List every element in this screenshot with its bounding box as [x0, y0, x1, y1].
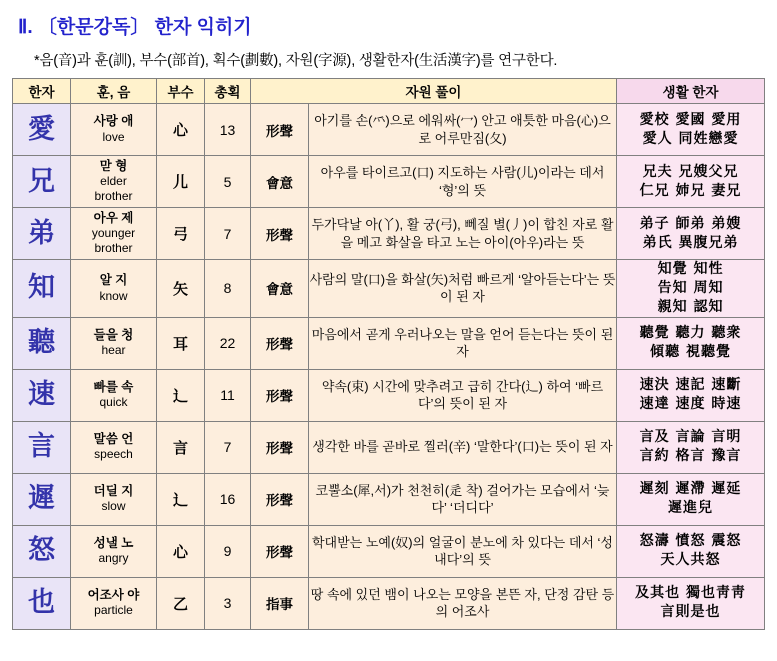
cell-strokes: 7 [205, 421, 251, 473]
cell-meaning [71, 577, 157, 629]
cell-life-hanja: 兄夫 兄嫂父兄 仁兄 姉兄 妻兄 [617, 156, 765, 208]
column-header-life: 생활 한자 [617, 79, 765, 104]
cell-radical: 心 [157, 525, 205, 577]
cell-hanja: 兄 [13, 156, 71, 208]
cell-origin-type: 形聲 [251, 208, 309, 260]
table-row [13, 260, 765, 318]
column-header-hanja: 한자 [13, 79, 71, 104]
cell-strokes: 22 [205, 317, 251, 369]
table-header-row [13, 79, 765, 104]
page-title: Ⅱ. 〔한문강독〕 한자 익히기 [18, 17, 252, 38]
hanja-table [12, 78, 765, 630]
cell-meaning [71, 473, 157, 525]
cell-origin-type: 形聲 [251, 104, 309, 156]
meaning-korean: 알 지 [99, 273, 128, 288]
cell-origin-type: 形聲 [251, 317, 309, 369]
cell-radical: 乙 [157, 577, 205, 629]
cell-hanja: 愛 [13, 104, 71, 156]
cell-meaning [71, 260, 157, 318]
meaning-english: angry [98, 551, 129, 566]
cell-origin-type: 形聲 [251, 525, 309, 577]
cell-strokes: 8 [205, 260, 251, 318]
cell-origin-text: 코뿔소(犀,서)가 천천히(辵 착) 걸어가는 모습에서 ‘늦다’ ‘더디다’ [309, 473, 617, 525]
cell-life-hanja: 愛校 愛國 愛用 愛人 同姓戀愛 [617, 104, 765, 156]
cell-hanja: 弟 [13, 208, 71, 260]
cell-hanja: 遲 [13, 473, 71, 525]
cell-origin-text: 아기를 손(⺤)으로 에워싸(冖) 안고 애틋한 마음(心)으로 어루만짐(夂) [309, 104, 617, 156]
cell-origin-type: 形聲 [251, 473, 309, 525]
table-row [13, 104, 765, 156]
cell-origin-text: 약속(束) 시간에 맞추려고 급히 간다(辶) 하여 ‘빠르다’의 뜻이 된 자 [309, 369, 617, 421]
cell-origin-text: 두가닥날 아(丫), 활 궁(弓), 뻬질 별(丿)이 합친 자로 활을 메고 화살을 타고 노는 아이(아우)라는 뜻 [309, 208, 617, 260]
table-row [13, 208, 765, 260]
cell-radical: 矢 [157, 260, 205, 318]
cell-hanja: 知 [13, 260, 71, 318]
cell-origin-type: 形聲 [251, 421, 309, 473]
cell-strokes: 5 [205, 156, 251, 208]
meaning-english: speech [94, 447, 133, 462]
cell-strokes: 3 [205, 577, 251, 629]
meaning-english: elder brother [94, 174, 133, 204]
cell-hanja: 言 [13, 421, 71, 473]
table-body [13, 104, 765, 630]
cell-radical: 辶 [157, 473, 205, 525]
meaning-korean: 아우 제 [93, 210, 134, 225]
meaning-english: slow [101, 499, 126, 514]
table-row [13, 525, 765, 577]
meaning-korean: 맏 형 [99, 158, 128, 173]
cell-strokes: 13 [205, 104, 251, 156]
column-header-meaning: 훈, 음 [71, 79, 157, 104]
cell-life-hanja: 知覺 知性 告知 周知 親知 認知 [617, 260, 765, 318]
cell-origin-type: 會意 [251, 260, 309, 318]
cell-life-hanja: 聽覺 聽力 聽衆 傾聽 視聽覺 [617, 317, 765, 369]
meaning-korean: 어조사 야 [87, 587, 140, 602]
table-row [13, 317, 765, 369]
cell-life-hanja: 遲刻 遲滯 遲延 遲進兒 [617, 473, 765, 525]
page-subtitle: *음(音)과 훈(訓), 부수(部首), 획수(劃數), 자원(字源), 생활한자(生活漢字)를 연구한다. [34, 53, 558, 69]
cell-origin-text: 생각한 바를 곧바로 찔러(辛) ‘말한다’(口)는 뜻이 된 자 [309, 421, 617, 473]
table-row [13, 421, 765, 473]
cell-hanja: 速 [13, 369, 71, 421]
column-header-origin: 자원 풀이 [251, 79, 617, 104]
cell-life-hanja: 怒濤 憤怒 震怒 天人共怒 [617, 525, 765, 577]
cell-life-hanja: 及其也 獨也靑靑 言則是也 [617, 577, 765, 629]
cell-origin-type: 形聲 [251, 369, 309, 421]
meaning-korean: 사랑 애 [93, 114, 134, 129]
cell-meaning [71, 317, 157, 369]
table-row [13, 473, 765, 525]
cell-hanja: 也 [13, 577, 71, 629]
meaning-english: know [99, 288, 128, 303]
table-header [13, 79, 765, 104]
meaning-english: younger brother [91, 226, 136, 256]
cell-radical: 言 [157, 421, 205, 473]
meaning-korean: 들을 청 [93, 327, 134, 342]
cell-strokes: 7 [205, 208, 251, 260]
cell-hanja: 怒 [13, 525, 71, 577]
cell-origin-text: 마음에서 곧게 우러나오는 말을 얻어 듣는다는 뜻이 된 자 [309, 317, 617, 369]
cell-life-hanja: 速決 速記 速斷 速達 速度 時速 [617, 369, 765, 421]
cell-strokes: 11 [205, 369, 251, 421]
cell-radical: 心 [157, 104, 205, 156]
meaning-korean: 말씀 언 [93, 431, 134, 446]
meaning-korean: 성낼 노 [93, 535, 134, 550]
cell-origin-text: 땅 속에 있던 뱀이 나오는 모양을 본뜬 자, 단정 감탄 등의 어조사 [309, 577, 617, 629]
cell-life-hanja: 弟子 師弟 弟嫂 弟氏 異腹兄弟 [617, 208, 765, 260]
cell-origin-text: 학대받는 노예(奴)의 얼굴이 분노에 차 있다는 데서 ‘성내다’의 뜻 [309, 525, 617, 577]
cell-meaning [71, 104, 157, 156]
cell-strokes: 9 [205, 525, 251, 577]
cell-origin-type: 會意 [251, 156, 309, 208]
meaning-english: quick [99, 395, 128, 410]
table-row [13, 156, 765, 208]
cell-meaning [71, 369, 157, 421]
meaning-english: particle [94, 603, 133, 618]
cell-hanja: 聽 [13, 317, 71, 369]
column-header-strokes: 총획 [205, 79, 251, 104]
table-row [13, 577, 765, 629]
cell-life-hanja: 言及 言論 言明 言約 格言 豫言 [617, 421, 765, 473]
cell-radical: 弓 [157, 208, 205, 260]
meaning-korean: 더딜 지 [93, 483, 134, 498]
meaning-english: love [102, 129, 125, 144]
cell-radical: 耳 [157, 317, 205, 369]
cell-radical: 儿 [157, 156, 205, 208]
cell-meaning [71, 525, 157, 577]
cell-meaning [71, 156, 157, 208]
cell-origin-text: 아우를 타이르고(口) 지도하는 사람(儿)이라는 데서 ‘형’의 뜻 [309, 156, 617, 208]
cell-origin-text: 사람의 말(口)을 화살(矢)처럼 빠르게 ‘알아듣는다’는 뜻이 된 자 [309, 260, 617, 318]
cell-origin-type: 指事 [251, 577, 309, 629]
cell-meaning [71, 208, 157, 260]
column-header-radical: 부수 [157, 79, 205, 104]
table-row [13, 369, 765, 421]
cell-strokes: 16 [205, 473, 251, 525]
meaning-english: hear [101, 343, 126, 358]
meaning-korean: 빠를 속 [93, 379, 134, 394]
cell-meaning [71, 421, 157, 473]
cell-radical: 辶 [157, 369, 205, 421]
